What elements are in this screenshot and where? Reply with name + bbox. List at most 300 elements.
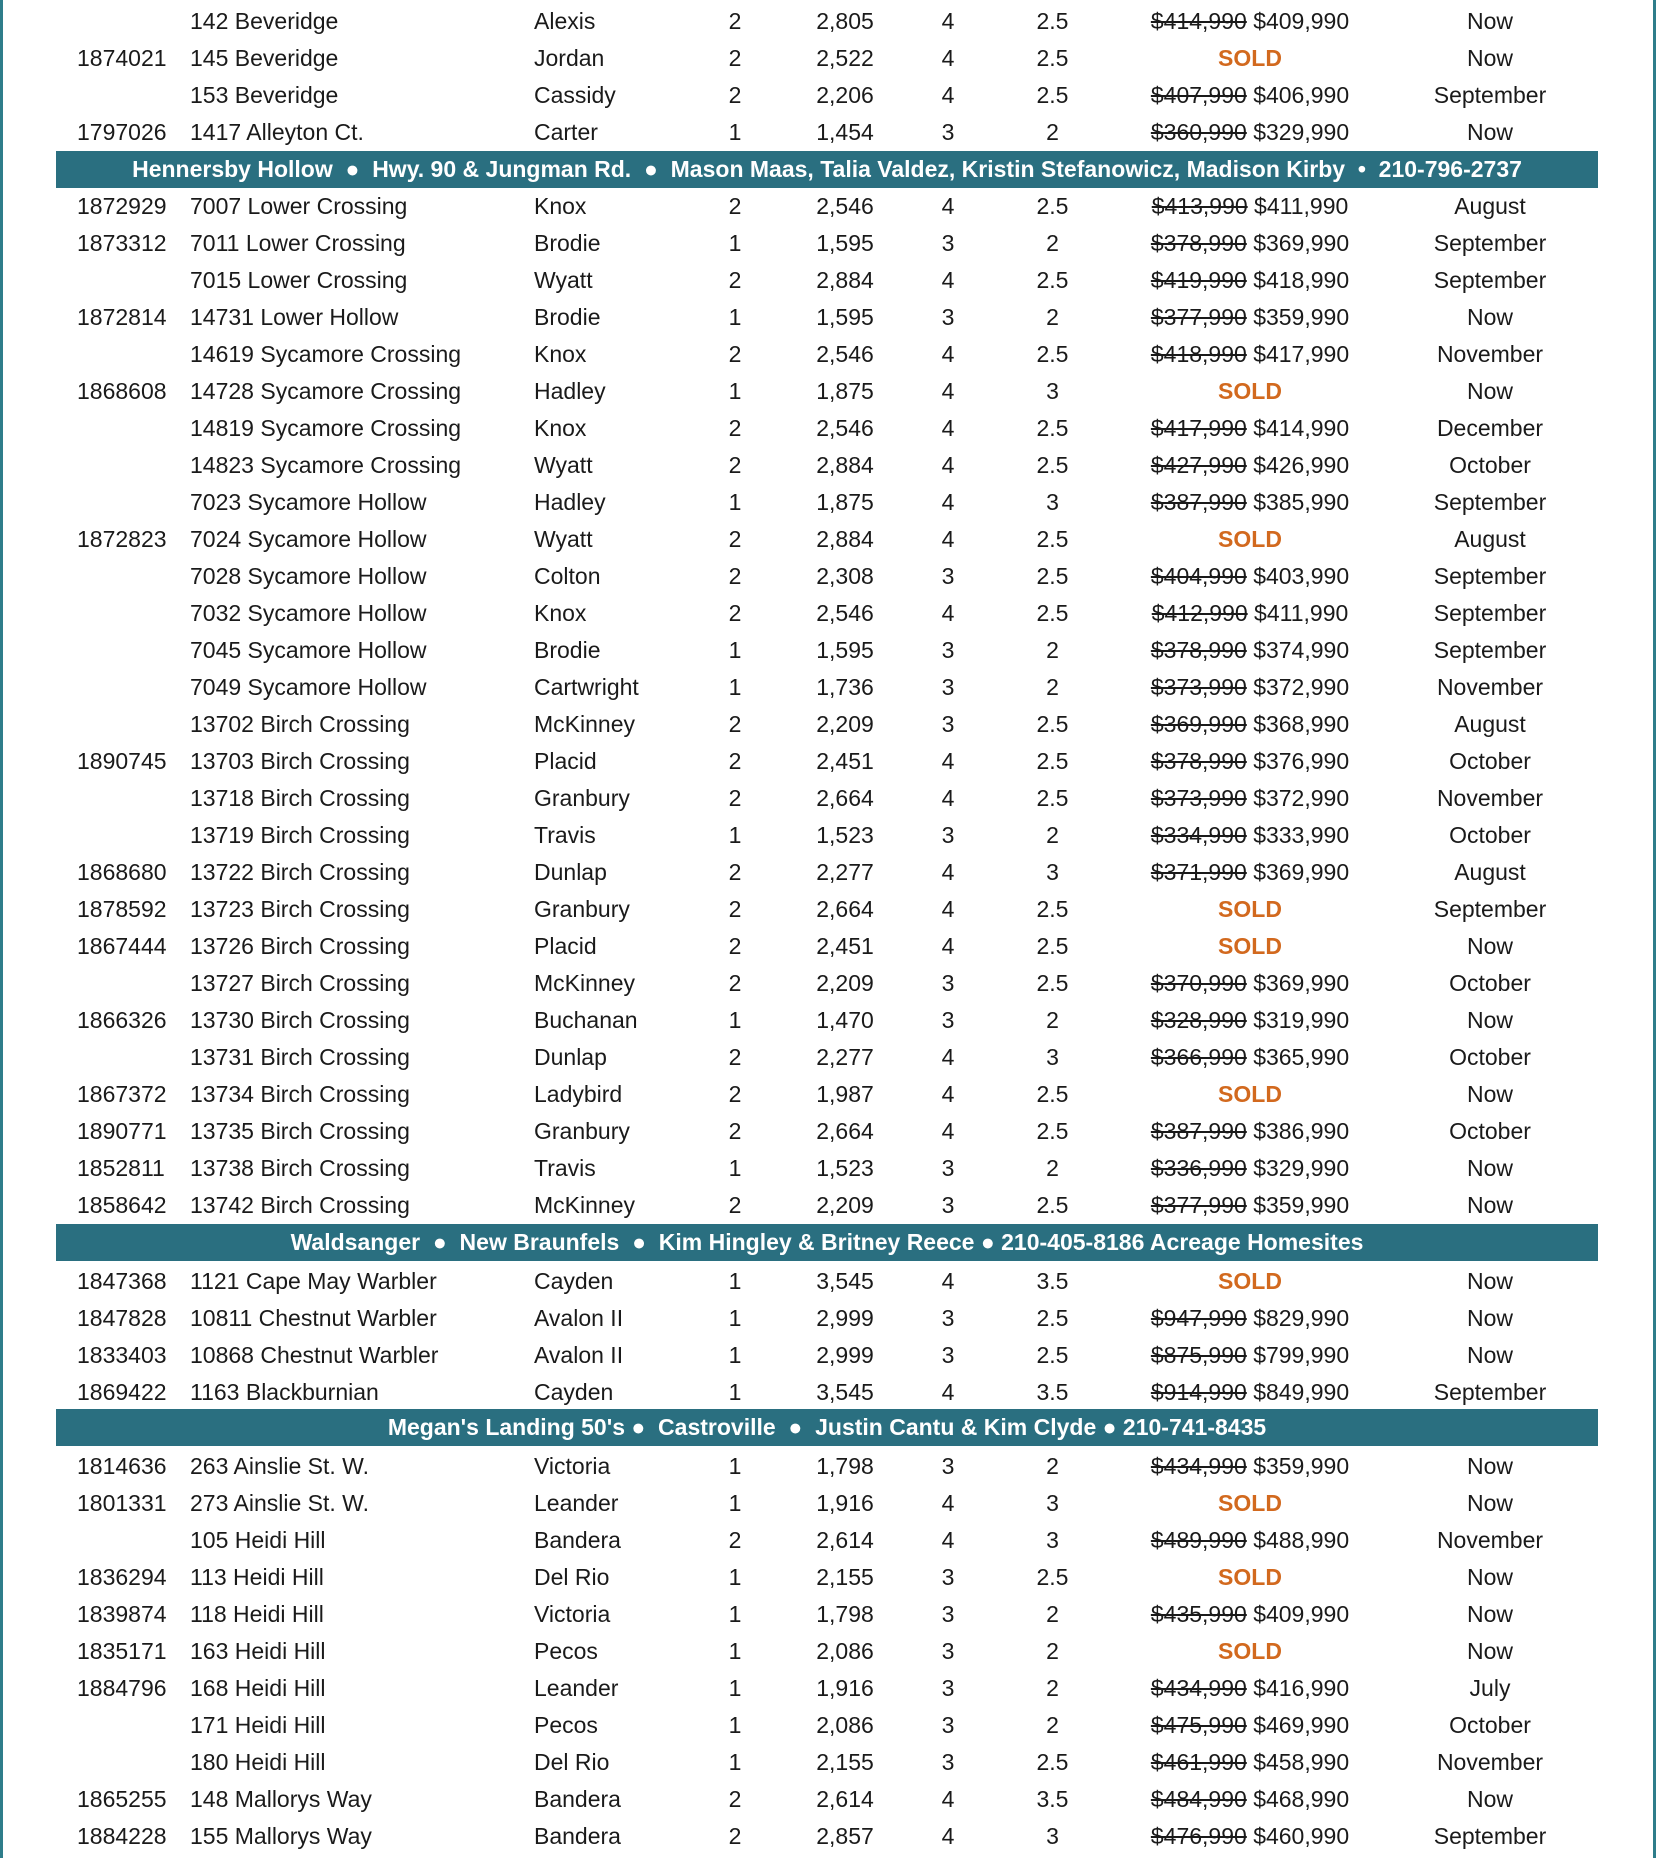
bathrooms: 2.5 bbox=[1036, 748, 1069, 774]
bedrooms: 4 bbox=[941, 933, 955, 959]
listing-row bbox=[0, 373, 1656, 410]
listing-row bbox=[0, 1522, 1656, 1559]
bathrooms: 3 bbox=[1046, 1527, 1059, 1553]
availability: Now bbox=[1466, 1638, 1513, 1664]
original-price: $484,990 bbox=[1150, 1786, 1247, 1812]
address: 13734 Birch Crossing bbox=[190, 1081, 410, 1107]
bedrooms: 3 bbox=[941, 1007, 955, 1033]
availability: November bbox=[1436, 1749, 1544, 1775]
availability: August bbox=[1454, 526, 1526, 552]
price bbox=[1130, 965, 1370, 1002]
listing-row bbox=[0, 1818, 1656, 1855]
square-feet: 2,522 bbox=[816, 45, 874, 71]
mls-number: 1833403 bbox=[77, 1342, 167, 1368]
price bbox=[1130, 1263, 1370, 1300]
bedrooms: 3 bbox=[941, 119, 955, 145]
original-price: $336,990 bbox=[1150, 1155, 1247, 1181]
original-price: $404,990 bbox=[1150, 563, 1247, 589]
square-feet: 3,545 bbox=[816, 1379, 874, 1405]
current-price: $359,990 bbox=[1253, 1453, 1350, 1479]
price bbox=[1130, 632, 1370, 669]
availability: October bbox=[1449, 822, 1531, 848]
listing-row bbox=[0, 447, 1656, 484]
availability: Now bbox=[1466, 1155, 1513, 1181]
stories: 1 bbox=[728, 1638, 742, 1664]
price bbox=[1130, 1448, 1370, 1485]
availability: October bbox=[1449, 1118, 1531, 1144]
listing-row bbox=[0, 1781, 1656, 1818]
bedrooms: 3 bbox=[941, 822, 955, 848]
availability: November bbox=[1436, 785, 1544, 811]
square-feet: 2,277 bbox=[816, 859, 874, 885]
current-price: $460,990 bbox=[1253, 1823, 1350, 1849]
stories: 1 bbox=[728, 1601, 742, 1627]
availability: August bbox=[1454, 193, 1526, 219]
current-price: $372,990 bbox=[1253, 674, 1350, 700]
plan-name: Ladybird bbox=[534, 1081, 623, 1107]
square-feet: 2,086 bbox=[816, 1712, 874, 1738]
original-price: $435,990 bbox=[1150, 1601, 1247, 1627]
sold-badge: SOLD bbox=[1218, 378, 1282, 404]
plan-name: Travis bbox=[534, 822, 596, 848]
listing-row bbox=[0, 854, 1656, 891]
square-feet: 1,595 bbox=[816, 230, 874, 256]
bedrooms: 3 bbox=[941, 637, 955, 663]
listing-row bbox=[0, 262, 1656, 299]
original-price: $419,990 bbox=[1150, 267, 1247, 293]
original-price: $387,990 bbox=[1150, 1118, 1247, 1144]
plan-name: Wyatt bbox=[534, 452, 593, 478]
availability: Now bbox=[1466, 1192, 1513, 1218]
availability: September bbox=[1433, 600, 1547, 626]
square-feet: 1,798 bbox=[816, 1601, 874, 1627]
community-header: Waldsanger ● New Braunfels ● Kim Hingley & Britney Reece ● 210-405-8186 Acreage Homesites bbox=[56, 1224, 1598, 1261]
price bbox=[1130, 669, 1370, 706]
square-feet: 2,546 bbox=[816, 600, 874, 626]
bathrooms: 2.5 bbox=[1036, 563, 1069, 589]
mls-number: 1873312 bbox=[77, 230, 167, 256]
bedrooms: 4 bbox=[941, 748, 955, 774]
stories: 2 bbox=[728, 748, 742, 774]
plan-name: Knox bbox=[534, 415, 587, 441]
bedrooms: 4 bbox=[941, 378, 955, 404]
square-feet: 2,664 bbox=[816, 896, 874, 922]
mls-number: 1867372 bbox=[77, 1081, 167, 1107]
bathrooms: 3.5 bbox=[1036, 1268, 1069, 1294]
bathrooms: 2.5 bbox=[1036, 933, 1069, 959]
bedrooms: 3 bbox=[941, 674, 955, 700]
current-price: $458,990 bbox=[1253, 1749, 1350, 1775]
current-price: $369,990 bbox=[1253, 970, 1350, 996]
price bbox=[1130, 188, 1370, 225]
plan-name: Cartwright bbox=[534, 674, 639, 700]
bedrooms: 3 bbox=[941, 563, 955, 589]
stories: 1 bbox=[728, 1675, 742, 1701]
bathrooms: 2 bbox=[1046, 304, 1059, 330]
listing-row bbox=[0, 1150, 1656, 1187]
availability: September bbox=[1433, 896, 1547, 922]
stories: 1 bbox=[728, 119, 742, 145]
availability: Now bbox=[1466, 1564, 1513, 1590]
availability: September bbox=[1433, 637, 1547, 663]
square-feet: 3,545 bbox=[816, 1268, 874, 1294]
price bbox=[1130, 410, 1370, 447]
mls-number: 1874021 bbox=[77, 45, 167, 71]
address: 14823 Sycamore Crossing bbox=[190, 452, 462, 478]
stories: 1 bbox=[728, 1268, 742, 1294]
bedrooms: 4 bbox=[941, 415, 955, 441]
bathrooms: 2.5 bbox=[1036, 193, 1069, 219]
availability: October bbox=[1449, 1712, 1531, 1738]
bedrooms: 3 bbox=[941, 1342, 955, 1368]
original-price: $414,990 bbox=[1150, 8, 1247, 34]
mls-number: 1797026 bbox=[77, 119, 167, 145]
bathrooms: 3 bbox=[1046, 1490, 1059, 1516]
current-price: $799,990 bbox=[1253, 1342, 1350, 1368]
community-header: Megan's Landing 50's ● Castroville ● Justin Cantu & Kim Clyde ● 210-741-8435 bbox=[56, 1409, 1598, 1446]
address: 13742 Birch Crossing bbox=[190, 1192, 410, 1218]
availability: Now bbox=[1466, 1305, 1513, 1331]
address: 7011 Lower Crossing bbox=[190, 230, 406, 256]
listing-row bbox=[0, 521, 1656, 558]
availability: Now bbox=[1466, 1601, 1513, 1627]
original-price: $328,990 bbox=[1150, 1007, 1247, 1033]
plan-name: Avalon II bbox=[534, 1342, 624, 1368]
plan-name: Placid bbox=[534, 748, 597, 774]
bathrooms: 2.5 bbox=[1036, 526, 1069, 552]
sold-badge: SOLD bbox=[1218, 1638, 1282, 1664]
plan-name: Dunlap bbox=[534, 1044, 607, 1070]
price bbox=[1130, 1596, 1370, 1633]
square-feet: 2,086 bbox=[816, 1638, 874, 1664]
address: 153 Beveridge bbox=[190, 82, 339, 108]
availability: September bbox=[1433, 267, 1547, 293]
listing-row bbox=[0, 1076, 1656, 1113]
original-price: $489,990 bbox=[1150, 1527, 1247, 1553]
plan-name: Knox bbox=[534, 341, 587, 367]
original-price: $378,990 bbox=[1150, 748, 1247, 774]
bathrooms: 2 bbox=[1046, 1601, 1059, 1627]
sold-badge: SOLD bbox=[1218, 933, 1282, 959]
sold-badge: SOLD bbox=[1218, 1564, 1282, 1590]
price bbox=[1130, 1113, 1370, 1150]
listing-row bbox=[0, 1670, 1656, 1707]
availability: Now bbox=[1466, 1453, 1513, 1479]
listing-row bbox=[0, 817, 1656, 854]
bathrooms: 2.5 bbox=[1036, 415, 1069, 441]
stories: 1 bbox=[728, 674, 742, 700]
price bbox=[1130, 262, 1370, 299]
listing-row bbox=[0, 891, 1656, 928]
availability: Now bbox=[1466, 1342, 1513, 1368]
sold-badge: SOLD bbox=[1218, 526, 1282, 552]
bathrooms: 3 bbox=[1046, 1823, 1059, 1849]
mls-number: 1835171 bbox=[77, 1638, 167, 1664]
price bbox=[1130, 1670, 1370, 1707]
original-price: $334,990 bbox=[1150, 822, 1247, 848]
address: 7007 Lower Crossing bbox=[190, 193, 408, 219]
sold-badge: SOLD bbox=[1218, 1490, 1282, 1516]
bathrooms: 2.5 bbox=[1036, 1118, 1069, 1144]
address: 273 Ainslie St. W. bbox=[190, 1490, 369, 1516]
mls-number: 1847828 bbox=[77, 1305, 167, 1331]
stories: 1 bbox=[728, 1007, 742, 1033]
mls-number: 1878592 bbox=[77, 896, 167, 922]
square-feet: 1,595 bbox=[816, 637, 874, 663]
address: 13738 Birch Crossing bbox=[190, 1155, 410, 1181]
listing-row bbox=[0, 1559, 1656, 1596]
listing-row bbox=[0, 1485, 1656, 1522]
availability: September bbox=[1433, 1379, 1547, 1405]
availability: October bbox=[1449, 452, 1531, 478]
price bbox=[1130, 40, 1370, 77]
square-feet: 2,884 bbox=[816, 267, 874, 293]
plan-name: Avalon II bbox=[534, 1305, 624, 1331]
address: 263 Ainslie St. W. bbox=[190, 1453, 369, 1479]
price bbox=[1130, 854, 1370, 891]
original-price: $370,990 bbox=[1150, 970, 1247, 996]
square-feet: 2,614 bbox=[816, 1527, 874, 1553]
availability: December bbox=[1436, 415, 1544, 441]
address: 113 Heidi Hill bbox=[190, 1564, 324, 1590]
bathrooms: 2 bbox=[1046, 230, 1059, 256]
price bbox=[1130, 521, 1370, 558]
price bbox=[1130, 1300, 1370, 1337]
mls-number: 1836294 bbox=[77, 1564, 167, 1590]
original-price: $373,990 bbox=[1150, 674, 1247, 700]
plan-name: Wyatt bbox=[534, 526, 593, 552]
listing-row bbox=[0, 1744, 1656, 1781]
mls-number: 1868608 bbox=[77, 378, 167, 404]
price bbox=[1130, 77, 1370, 114]
mls-number: 1847368 bbox=[77, 1268, 167, 1294]
original-price: $377,990 bbox=[1150, 304, 1247, 330]
original-price: $413,990 bbox=[1151, 193, 1248, 219]
plan-name: Travis bbox=[534, 1155, 596, 1181]
stories: 1 bbox=[728, 1564, 742, 1590]
sold-badge: SOLD bbox=[1218, 896, 1282, 922]
price bbox=[1130, 484, 1370, 521]
listing-row bbox=[0, 188, 1656, 225]
bathrooms: 2 bbox=[1046, 1675, 1059, 1701]
address: 13723 Birch Crossing bbox=[190, 896, 410, 922]
mls-number: 1866326 bbox=[77, 1007, 167, 1033]
stories: 1 bbox=[728, 1155, 742, 1181]
address: 1121 Cape May Warbler bbox=[190, 1268, 437, 1294]
original-price: $417,990 bbox=[1150, 415, 1247, 441]
bedrooms: 3 bbox=[941, 1155, 955, 1181]
stories: 2 bbox=[728, 526, 742, 552]
original-price: $461,990 bbox=[1150, 1749, 1247, 1775]
availability: Now bbox=[1466, 1490, 1513, 1516]
mls-number: 1852811 bbox=[77, 1155, 165, 1181]
bathrooms: 2 bbox=[1046, 637, 1059, 663]
address: 7045 Sycamore Hollow bbox=[190, 637, 427, 663]
stories: 2 bbox=[728, 1118, 742, 1144]
bedrooms: 4 bbox=[941, 1118, 955, 1144]
current-price: $411,990 bbox=[1254, 600, 1349, 626]
price bbox=[1130, 447, 1370, 484]
availability: November bbox=[1436, 1527, 1544, 1553]
stories: 2 bbox=[728, 1081, 742, 1107]
plan-name: Carter bbox=[534, 119, 598, 145]
original-price: $407,990 bbox=[1150, 82, 1247, 108]
original-price: $366,990 bbox=[1150, 1044, 1247, 1070]
original-price: $875,990 bbox=[1150, 1342, 1247, 1368]
plan-name: McKinney bbox=[534, 1192, 635, 1218]
address: 180 Heidi Hill bbox=[190, 1749, 326, 1775]
bedrooms: 4 bbox=[941, 489, 955, 515]
bedrooms: 4 bbox=[941, 526, 955, 552]
bathrooms: 2 bbox=[1046, 674, 1059, 700]
plan-name: Del Rio bbox=[534, 1749, 610, 1775]
bedrooms: 3 bbox=[941, 1601, 955, 1627]
mls-number: 1839874 bbox=[77, 1601, 167, 1627]
plan-name: Granbury bbox=[534, 1118, 630, 1144]
plan-name: Bandera bbox=[534, 1786, 621, 1812]
price bbox=[1130, 114, 1370, 151]
availability: September bbox=[1433, 230, 1547, 256]
address: 7024 Sycamore Hollow bbox=[190, 526, 427, 552]
square-feet: 2,614 bbox=[816, 1786, 874, 1812]
stories: 1 bbox=[728, 822, 742, 848]
bathrooms: 3.5 bbox=[1036, 1786, 1069, 1812]
stories: 2 bbox=[728, 82, 742, 108]
availability: August bbox=[1454, 859, 1526, 885]
bathrooms: 2 bbox=[1046, 1712, 1059, 1738]
mls-number: 1884228 bbox=[77, 1823, 167, 1849]
original-price: $360,990 bbox=[1150, 119, 1247, 145]
price bbox=[1130, 780, 1370, 817]
stories: 1 bbox=[728, 637, 742, 663]
listing-row bbox=[0, 1263, 1656, 1300]
current-price: $403,990 bbox=[1253, 563, 1350, 589]
bathrooms: 3 bbox=[1046, 859, 1059, 885]
plan-name: Del Rio bbox=[534, 1564, 610, 1590]
bathrooms: 2.5 bbox=[1036, 1564, 1069, 1590]
plan-name: Pecos bbox=[534, 1638, 598, 1664]
listing-row bbox=[0, 299, 1656, 336]
plan-name: Pecos bbox=[534, 1712, 598, 1738]
bedrooms: 3 bbox=[941, 1305, 955, 1331]
bedrooms: 4 bbox=[941, 1527, 955, 1553]
mls-number: 1872929 bbox=[77, 193, 167, 219]
bedrooms: 3 bbox=[941, 1192, 955, 1218]
listing-row bbox=[0, 1039, 1656, 1076]
square-feet: 2,206 bbox=[816, 82, 874, 108]
current-price: $329,990 bbox=[1253, 1155, 1350, 1181]
current-price: $406,990 bbox=[1253, 82, 1350, 108]
mls-number: 1869422 bbox=[77, 1379, 167, 1405]
listing-row bbox=[0, 780, 1656, 817]
square-feet: 2,546 bbox=[816, 341, 874, 367]
price bbox=[1130, 3, 1370, 40]
address: 14619 Sycamore Crossing bbox=[190, 341, 462, 367]
current-price: $469,990 bbox=[1253, 1712, 1350, 1738]
listing-row bbox=[0, 1300, 1656, 1337]
listing-row bbox=[0, 1337, 1656, 1374]
bathrooms: 2.5 bbox=[1036, 1192, 1069, 1218]
bedrooms: 3 bbox=[941, 1453, 955, 1479]
plan-name: Victoria bbox=[534, 1601, 611, 1627]
address: 142 Beveridge bbox=[190, 8, 339, 34]
stories: 1 bbox=[728, 1712, 742, 1738]
bedrooms: 4 bbox=[941, 1379, 955, 1405]
original-price: $377,990 bbox=[1150, 1192, 1247, 1218]
bedrooms: 4 bbox=[941, 452, 955, 478]
bathrooms: 3 bbox=[1046, 1044, 1059, 1070]
mls-number: 1872823 bbox=[77, 526, 167, 552]
mls-number: 1814636 bbox=[77, 1453, 167, 1479]
availability: Now bbox=[1466, 304, 1513, 330]
address: 1163 Blackburnian bbox=[190, 1379, 379, 1405]
bedrooms: 4 bbox=[941, 45, 955, 71]
price bbox=[1130, 891, 1370, 928]
listing-row bbox=[0, 1374, 1656, 1411]
stories: 1 bbox=[728, 1342, 742, 1368]
current-price: $319,990 bbox=[1253, 1007, 1350, 1033]
listing-row bbox=[0, 114, 1656, 151]
sold-badge: SOLD bbox=[1218, 1081, 1282, 1107]
listing-row bbox=[0, 225, 1656, 262]
bedrooms: 3 bbox=[941, 1749, 955, 1775]
stories: 2 bbox=[728, 896, 742, 922]
bathrooms: 2.5 bbox=[1036, 711, 1069, 737]
bathrooms: 2.5 bbox=[1036, 341, 1069, 367]
bathrooms: 2.5 bbox=[1036, 785, 1069, 811]
listings-sheet bbox=[0, 3, 1656, 1853]
address: 118 Heidi Hill bbox=[190, 1601, 324, 1627]
square-feet: 2,884 bbox=[816, 452, 874, 478]
bathrooms: 2 bbox=[1046, 1638, 1059, 1664]
stories: 1 bbox=[728, 1749, 742, 1775]
square-feet: 1,916 bbox=[816, 1490, 874, 1516]
current-price: $369,990 bbox=[1253, 230, 1350, 256]
bathrooms: 3 bbox=[1046, 489, 1059, 515]
address: 155 Mallorys Way bbox=[190, 1823, 372, 1849]
current-price: $385,990 bbox=[1253, 489, 1350, 515]
bedrooms: 3 bbox=[941, 1564, 955, 1590]
bedrooms: 3 bbox=[941, 711, 955, 737]
current-price: $365,990 bbox=[1253, 1044, 1350, 1070]
listing-row bbox=[0, 706, 1656, 743]
stories: 2 bbox=[728, 1192, 742, 1218]
original-price: $914,990 bbox=[1150, 1379, 1247, 1405]
bedrooms: 4 bbox=[941, 1786, 955, 1812]
listing-row bbox=[0, 484, 1656, 521]
availability: Now bbox=[1466, 933, 1513, 959]
price bbox=[1130, 1744, 1370, 1781]
address: 1417 Alleyton Ct. bbox=[190, 119, 364, 145]
current-price: $488,990 bbox=[1253, 1527, 1350, 1553]
listing-row bbox=[0, 3, 1656, 40]
availability: Now bbox=[1466, 8, 1513, 34]
original-price: $412,990 bbox=[1151, 600, 1248, 626]
listing-row bbox=[0, 410, 1656, 447]
address: 7023 Sycamore Hollow bbox=[190, 489, 427, 515]
stories: 2 bbox=[728, 45, 742, 71]
bedrooms: 4 bbox=[941, 1823, 955, 1849]
bathrooms: 3.5 bbox=[1036, 1379, 1069, 1405]
sold-badge: SOLD bbox=[1218, 45, 1282, 71]
square-feet: 2,155 bbox=[816, 1564, 874, 1590]
mls-number: 1801331 bbox=[77, 1490, 167, 1516]
bedrooms: 4 bbox=[941, 1268, 955, 1294]
availability: September bbox=[1433, 1823, 1547, 1849]
square-feet: 2,308 bbox=[816, 563, 874, 589]
bedrooms: 4 bbox=[941, 1044, 955, 1070]
square-feet: 1,916 bbox=[816, 1675, 874, 1701]
